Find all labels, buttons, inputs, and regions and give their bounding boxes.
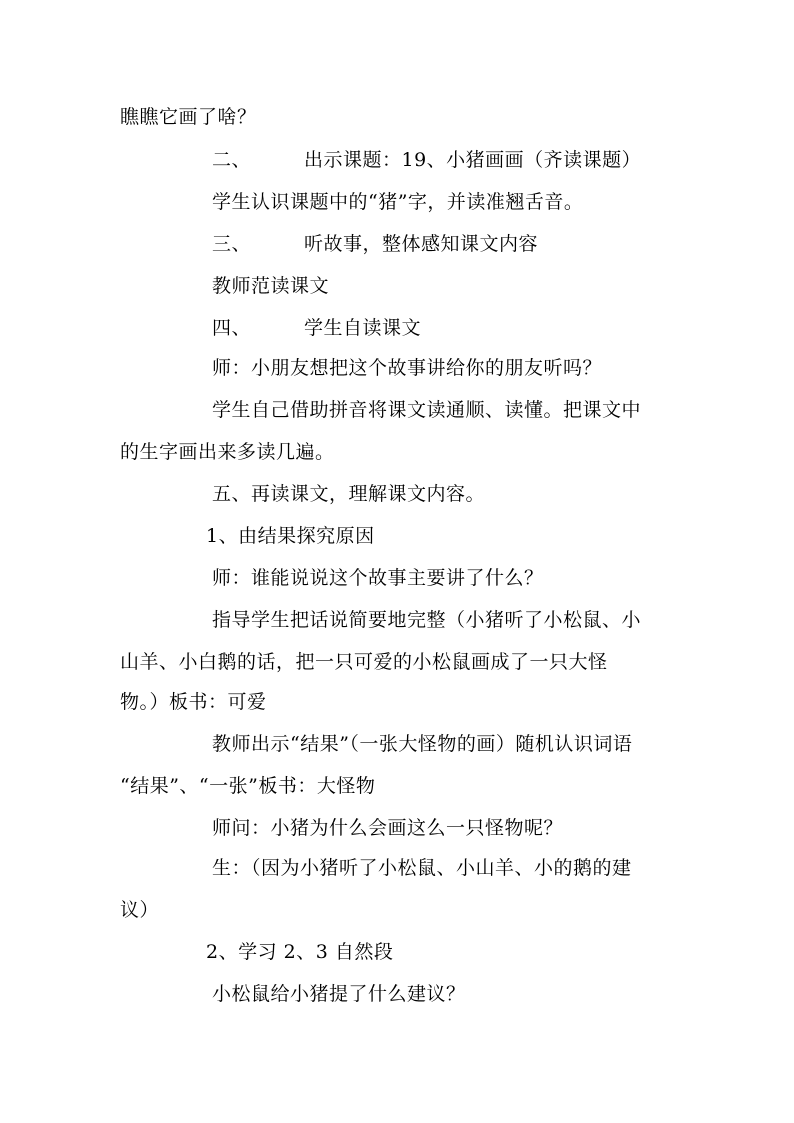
section-title: 出示课题：19、小猪画画（齐读课题）: [304, 149, 642, 171]
text-line-5: 教师范读课文: [212, 275, 330, 297]
text-line-1: 瞧瞧它画了啥？: [120, 106, 257, 128]
section-heading-3: [212, 231, 538, 257]
text-line-14: 山羊、小白鹅的话，把一只可爱的小松鼠画成了一只大怪: [120, 651, 608, 673]
text-line-12: 师：谁能说说这个故事主要讲了什么？: [212, 567, 544, 589]
section-heading-2: [212, 147, 641, 173]
text-line-19: 生：（因为小猪听了小松鼠、小山羊、小的鹅的建: [212, 857, 632, 879]
text-line-20: 议）: [120, 899, 160, 921]
section-number: 四、: [212, 317, 252, 339]
text-line-8: 学生自己借助拼音将课文读通顺、读懂。把课文中: [212, 399, 642, 421]
subsection-2: 2、学习 2、3 自然段: [206, 941, 394, 963]
subsection-1: 1、由结果探究原因: [206, 525, 375, 547]
section-title: 听故事，整体感知课文内容: [304, 233, 539, 255]
section-heading-4: [212, 315, 421, 341]
text-line-3: 学生认识课题中的“猪”字，并读准翘舌音。: [212, 191, 584, 213]
text-line-17: “结果”、“一张”板书：大怪物: [120, 775, 376, 797]
text-line-22: 小松鼠给小猪提了什么建议？: [212, 983, 466, 1005]
text-line-16: 教师出示“结果”（一张大怪物的画）随机认识词语: [212, 733, 633, 755]
text-line-7: 师：小朋友想把这个故事讲给你的朋友听吗？: [212, 357, 603, 379]
section-title: 学生自读课文: [304, 317, 422, 339]
text-line-18: 师问：小猪为什么会画这么一只怪物呢？: [212, 817, 564, 839]
section-number: 二、: [212, 149, 252, 171]
section-heading-5: 五、再读课文，理解课文内容。: [212, 483, 486, 505]
section-number: 三、: [212, 233, 252, 255]
text-line-13: 指导学生把话说简要地完整（小猪听了小松鼠、小: [212, 609, 642, 631]
text-line-9: 的生字画出来多读几遍。: [120, 441, 335, 463]
text-line-15: 物。）板书：可爱: [120, 691, 267, 713]
